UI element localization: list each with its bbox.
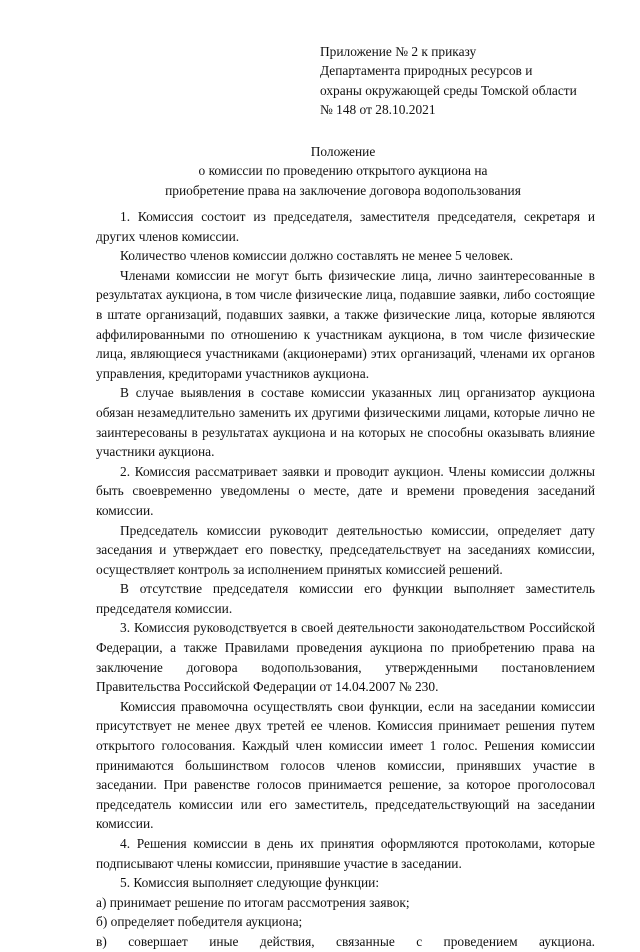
appendix-line: Приложение № 2 к приказу <box>320 44 477 59</box>
paragraph-1-composition: 1. Комиссия состоит из председателя, заместителя председателя, секретаря и других членов комиссии. <box>96 209 595 244</box>
paragraph-member-count: Количество членов комиссии должно составлять не менее 5 человек. <box>120 248 514 264</box>
appendix-header <box>320 42 620 119</box>
title-line: о комиссии по проведению открытого аукциона на <box>198 163 488 179</box>
paragraph-5-functions: 5. Комиссия выполняет следующие функции: <box>120 875 380 891</box>
paragraph-member-restrictions: Членами комиссии не могут быть физические лица, лично заинтересованные в результатах аукциона, в том числе физические лица, подавшие заявки, либо состоящие в штате организаций, подавших заявки, а также физические лица, которые являются аффилированными по отношению к участникам аукциона, в том числе физические лица, являющиеся участниками (акционерами) этих организаций, членами их органов управления, кредиторами участников аукциона. <box>96 267 595 381</box>
title-line: Положение <box>310 144 376 159</box>
paragraph-2-review: 2. Комиссия рассматривает заявки и проводит аукцион. Члены комиссии должны быть своевременно уведомлены о месте, дате и времени проведения заседаний комиссии. <box>96 463 595 518</box>
appendix-line: Департамента природных ресурсов и <box>320 63 533 79</box>
document-body <box>96 207 595 952</box>
paragraph-3-legislation: 3. Комиссия руководствуется в своей деятельности законодательством Российской Федерации, а также Правилами проведения аукциона по приобретению права на заключение договора водопользования, утвержденными постановлением Правительства Российской Федерации от 14.04.2007 № 230. <box>96 620 595 695</box>
list-item-a: а) принимает решение по итогам рассмотрения заявок; <box>96 894 410 910</box>
document-title <box>96 142 590 200</box>
list-item-b: б) определяет победителя аукциона; <box>96 914 303 930</box>
title-line: приобретение права на заключение договора водопользования <box>165 182 521 198</box>
paragraph-chairman-duties: Председатель комиссии руководит деятельностью комиссии, определяет дату заседания и утверждает его повестку, председательствует на заседаниях комиссии, осуществляет контроль за исполнением принятых комиссией решений. <box>96 522 595 577</box>
paragraph-member-replacement: В случае выявления в составе комиссии указанных лиц организатор аукциона обязан незамедлительно заменить их другими физическими лицами, которые лично не заинтересованы в результатах аукциона и на которых не способны оказывать влияние участники аукциона. <box>96 385 595 460</box>
appendix-line: охраны окружающей среды Томской области <box>320 82 577 98</box>
list-item-c: в) совершает иные действия, связанные с проведением аукциона. <box>96 933 595 949</box>
appendix-line: № 148 от 28.10.2021 <box>320 101 436 117</box>
paragraph-deputy-chairman: В отсутствие председателя комиссии его функции выполняет заместитель председателя комиссии. <box>96 581 595 616</box>
paragraph-4-protocols: 4. Решения комиссии в день их принятия оформляются протоколами, которые подписывают члены комиссии, принявшие участие в заседании. <box>96 836 595 871</box>
paragraph-quorum-voting: Комиссия правомочна осуществлять свои функции, если на заседании комиссии присутствует не менее двух третей ее членов. Комиссия принимает решения путем открытого голосования. Каждый член комиссии имеет 1 голос. Решения комиссии принимаются большинством голосов членов комиссии, принявших участие в заседании. При равенстве голосов принимается решение, за которое проголосовал председатель комиссии или его заместитель, председательствующий на заседании комиссии. <box>96 698 595 832</box>
